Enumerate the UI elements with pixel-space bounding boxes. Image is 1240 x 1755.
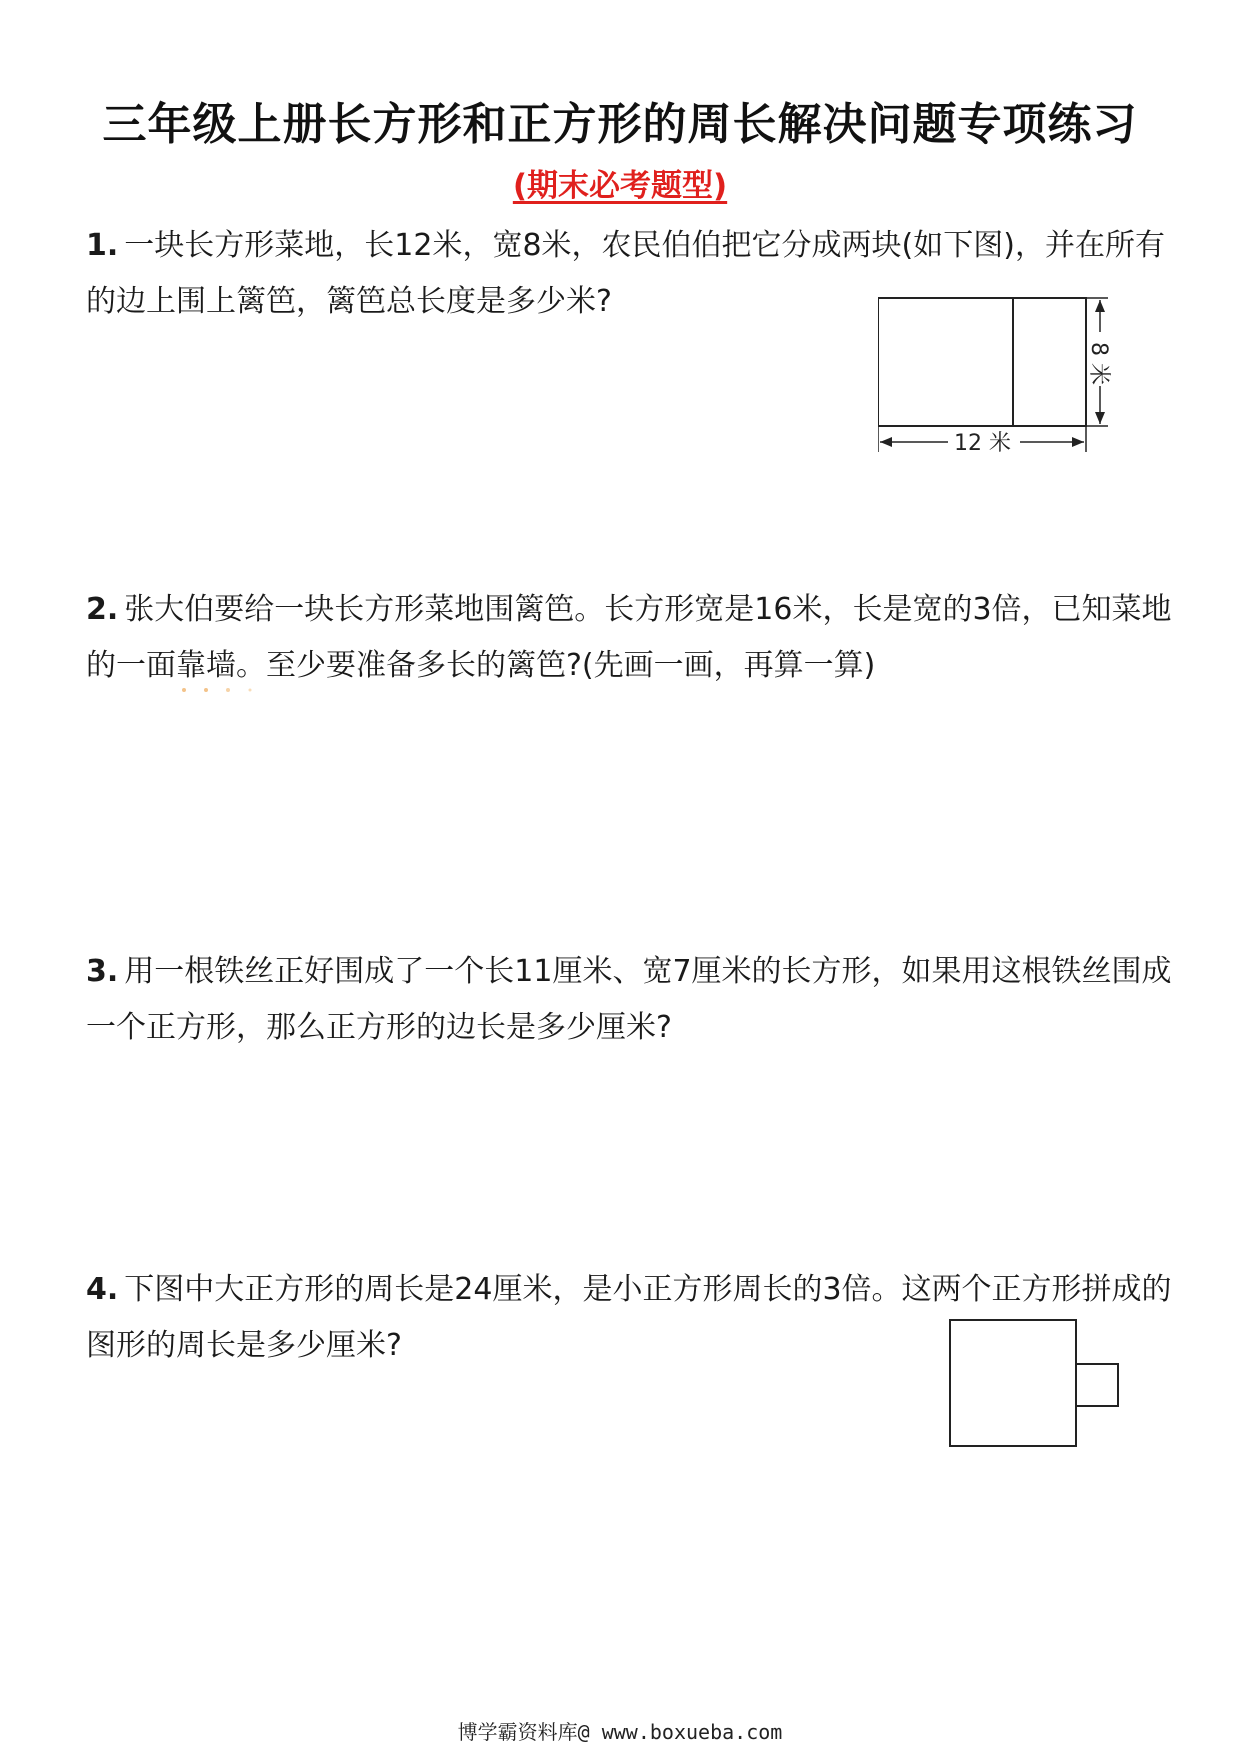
question-1-figure bbox=[878, 294, 1128, 484]
length-arrow-left bbox=[880, 437, 892, 447]
question-number: 2. bbox=[86, 592, 119, 627]
scan-smudge bbox=[178, 686, 268, 694]
question-number: 1. bbox=[86, 228, 119, 263]
question-number: 3. bbox=[86, 954, 119, 989]
length-label: 12 米 bbox=[954, 431, 1011, 456]
width-arrow-down bbox=[1095, 412, 1105, 424]
page-subtitle bbox=[0, 160, 1240, 205]
subtitle-text: (期末必考题型) bbox=[512, 168, 728, 204]
width-arrow-up bbox=[1095, 300, 1105, 312]
large-square bbox=[950, 1320, 1076, 1446]
question-4-figure bbox=[948, 1318, 1128, 1448]
question-text: 用一根铁丝正好围成了一个长11厘米、宽7厘米的长方形，如果用这根铁丝围成一个正方形，那么正方形的边长是多少厘米? bbox=[86, 954, 1172, 1045]
length-arrow-right bbox=[1072, 437, 1084, 447]
question-3 bbox=[86, 944, 1176, 1056]
footer-watermark: 博学霸资料库@ www.boxueba.com bbox=[457, 1720, 783, 1744]
small-square bbox=[1076, 1364, 1118, 1406]
question-text: 下图中大正方形的周长是24厘米，是小正方形周长的3倍。这两个正方形拼成的图形的周长是多少厘米? bbox=[86, 1272, 1172, 1363]
page-title: 三年级上册长方形和正方形的周长解决问题专项练习 bbox=[102, 99, 1138, 150]
question-2 bbox=[86, 582, 1176, 694]
question-text: 一块长方形菜地，长12米，宽8米，农民伯伯把它分成两块(如下图)，并在所有的边上围上篱笆，篱笆总长度是多少米? bbox=[86, 228, 1165, 319]
field-rectangle bbox=[878, 298, 1086, 426]
question-number: 4. bbox=[86, 1272, 119, 1307]
question-text: 张大伯要给一块长方形菜地围篱笆。长方形宽是16米，长是宽的3倍，已知菜地的一面靠墙。至少要准备多长的篱笆?(先画一画，再算一算) bbox=[86, 592, 1172, 683]
width-label: 8 米 bbox=[1086, 342, 1111, 385]
